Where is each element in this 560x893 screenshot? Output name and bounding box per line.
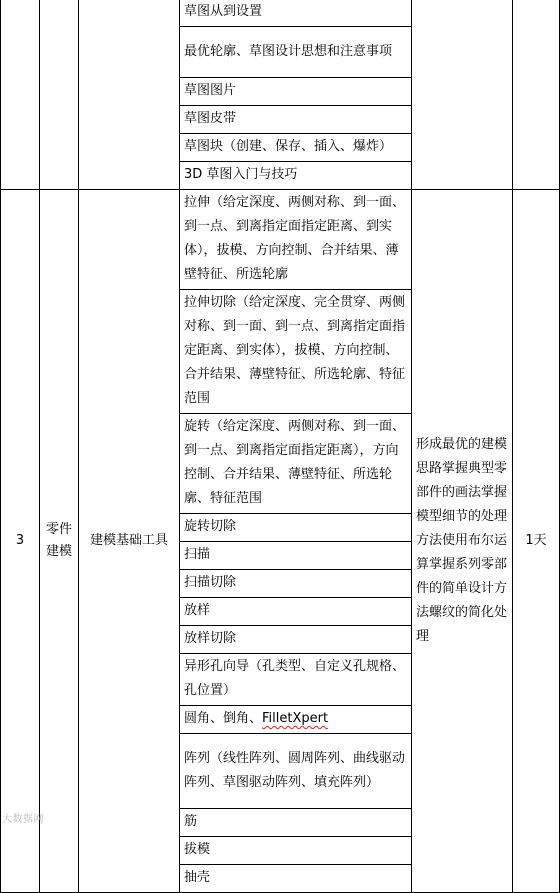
topic-cell: 抽壳 (180, 865, 412, 893)
topic-cell: 旋转切除 (180, 514, 412, 542)
topic-cell: 拉伸切除（给定深度、完全贯穿、两侧对称、到一面、到一点、到离指定面指定距离、到实体），拔模、方向控制、合并结果、薄壁特征、所选轮廓、特征范围 (180, 290, 412, 414)
table-row (1, 0, 560, 27)
topic-cell: 3D 草图入门与技巧 (180, 162, 412, 190)
topic-cell: 异形孔向导（孔类型、自定义孔规格、孔位置） (180, 654, 412, 706)
goals-cell: 形成最优的建模思路掌握典型零部件的画法掌握模型细节的处理方法使用布尔运算掌握系列零部件的简单设计方法螺纹的简化处理 (412, 190, 513, 893)
duration-cell-prev (513, 0, 560, 190)
topic-cell: 放样 (180, 598, 412, 626)
category-cell: 建模基础工具 (79, 190, 180, 893)
spellcheck-underline: FilletXpert (262, 711, 329, 726)
topic-text: 圆角、倒角、FilletXpert (184, 711, 329, 726)
topic-cell: 草图图片 (180, 78, 412, 106)
topic-cell: 草图从到设置 (180, 0, 412, 27)
table-row (1, 190, 560, 290)
duration-cell: 1天 (513, 190, 560, 893)
category-cell-prev (79, 0, 180, 190)
topic-cell: 扫描 (180, 542, 412, 570)
row-number-cell: 3 (1, 190, 40, 893)
topic-cell: 草图块（创建、保存、插入、爆炸） (180, 134, 412, 162)
topic-cell: 扫描切除 (180, 570, 412, 598)
topic-cell: 阵列（线性阵列、圆周阵列、曲线驱动阵列、草图驱动阵列、填充阵列） (180, 734, 412, 809)
module-cell: 零件建模 (40, 190, 79, 893)
topic-cell (180, 706, 412, 734)
row-number-cell-prev (1, 0, 40, 190)
topic-cell: 筋 (180, 809, 412, 837)
goals-cell-prev (412, 0, 513, 190)
topic-cell: 放样切除 (180, 626, 412, 654)
topic-cell: 拉伸（给定深度、两侧对称、到一面、到一点、到离指定面指定距离、到实体），拔模、方向控制、合并结果、薄壁特征、所选轮廓 (180, 190, 412, 290)
watermark: 大数据网 (2, 814, 44, 825)
topic-cell: 拔模 (180, 837, 412, 865)
module-cell-prev (40, 0, 79, 190)
topic-cell: 旋转（给定深度、两侧对称、到一面、到一点、到离指定面指定距离），方向控制、合并结果、薄壁特征、所选轮廓、特征范围 (180, 414, 412, 514)
topic-cell: 草图皮带 (180, 106, 412, 134)
topic-cell: 最优轮廓、草图设计思想和注意事项 (180, 27, 412, 78)
